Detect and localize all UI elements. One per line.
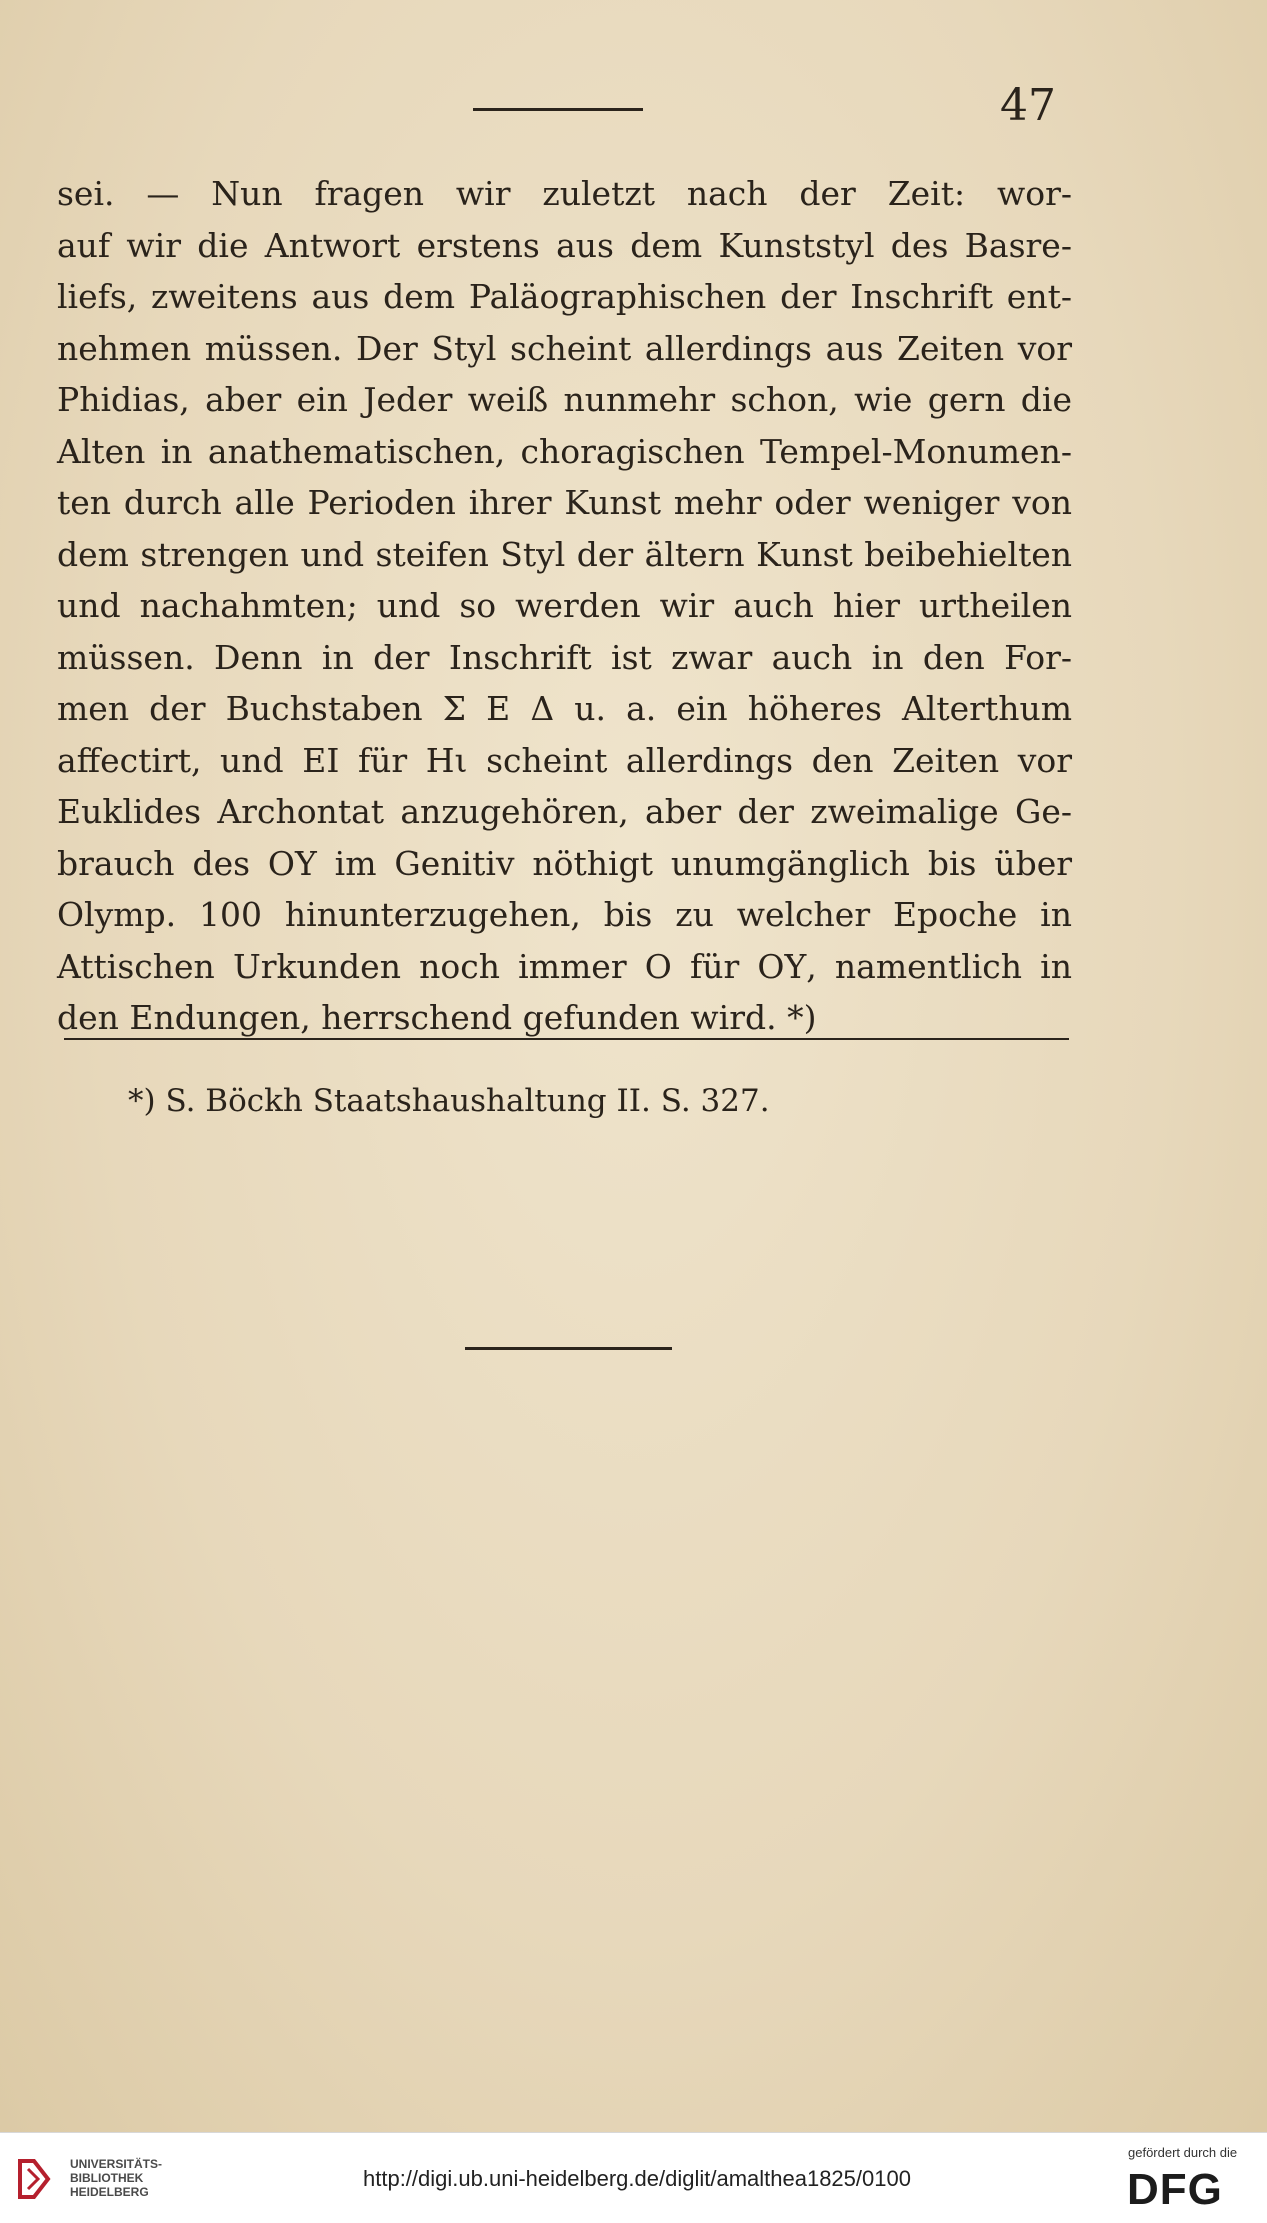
text-line: Euklides Archontat anzugehören, aber der zweimalige Ge- [57, 792, 1072, 831]
viewer-footer [0, 2132, 1267, 2223]
university-library-logo-icon [14, 2155, 56, 2203]
text-line: ten durch alle Perioden ihrer Kunst mehr oder weniger von [57, 483, 1072, 522]
funding-caption: gefördert durch die [1128, 2145, 1238, 2160]
text-line: affectirt, und ΕΙ für Ηι scheint allerdings den Zeiten vor [57, 740, 1072, 780]
text-line: brauch des ΟΥ im Genitiv nöthigt unumgänglich bis über [57, 843, 1072, 883]
text-line: und nachahmten; und so werden wir auch hier urtheilen [57, 586, 1072, 625]
body-text [57, 168, 1072, 1044]
library-name-line: UNIVERSITÄTS- [70, 2157, 163, 2171]
text-line: nehmen müssen. Der Styl scheint allerdings aus Zeiten vor [57, 328, 1072, 368]
library-name-line: HEIDELBERG [70, 2185, 149, 2199]
page-number: 47 [1000, 80, 1056, 131]
library-name-line: BIBLIOTHEK [70, 2171, 144, 2185]
text-line: dem strengen und steifen Styl der ältern Kunst beibehielten [57, 534, 1072, 574]
dfg-logo: DFG [1127, 2165, 1223, 2214]
footnote: *) S. Böckh Staatshaushaltung II. S. 327. [128, 1083, 770, 1119]
library-name [70, 2157, 162, 2199]
text-line: den Endungen, herrschend gefunden wird. *) [57, 998, 817, 1037]
text-line: liefs, zweitens aus dem Paläographischen der Inschrift ent- [57, 277, 1072, 316]
text-line: Alten in anathematischen, choragischen Tempel-Monumen- [57, 431, 1072, 471]
text-line: Phidias, aber ein Jeder weiß nunmehr schon, wie gern die [57, 380, 1072, 419]
text-line: Attischen Urkunden noch immer Ο für ΟΥ, namentlich in [57, 946, 1072, 986]
text-line: Olymp. 100 hinunterzugehen, bis zu welcher Epoche in [57, 895, 1072, 934]
text-line: men der Buchstaben Σ Ε Δ u. a. ein höheres Alterthum [57, 689, 1072, 728]
end-rule [465, 1347, 672, 1350]
text-line: auf wir die Antwort erstens aus dem Kunststyl des Basre- [57, 225, 1072, 265]
permalink-url[interactable]: http://digi.ub.uni-heidelberg.de/diglit/amalthea1825/0100 [363, 2166, 911, 2191]
header-rule [473, 108, 643, 111]
footnote-rule [64, 1038, 1069, 1040]
text-line: sei. — Nun fragen wir zuletzt nach der Zeit: wor- [57, 174, 1072, 213]
text-line: müssen. Denn in der Inschrift ist zwar auch in den For- [57, 637, 1072, 677]
